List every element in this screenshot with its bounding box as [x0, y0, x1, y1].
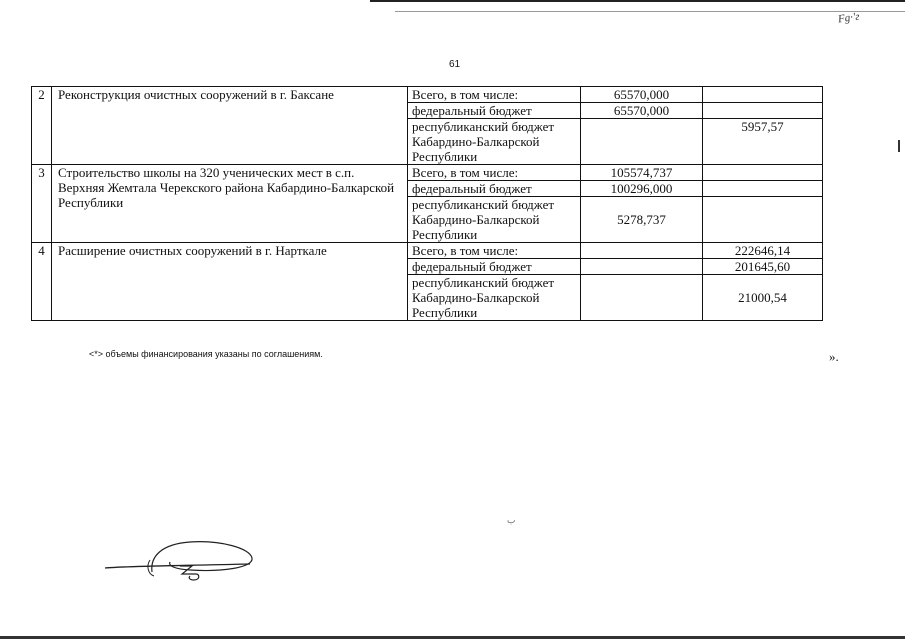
table-row [32, 243, 823, 259]
funding-value-1 [581, 275, 703, 321]
funding-value-1: 65570,000 [581, 87, 703, 103]
stray-scan-mark: ب [507, 515, 516, 525]
project-name: Реконструкция очистных сооружений в г. Баксане [52, 87, 408, 165]
funding-value-2: 5957,57 [703, 119, 823, 165]
funding-value-2 [703, 165, 823, 181]
scan-artifact-top-thin [395, 11, 905, 12]
financing-table [31, 86, 823, 321]
corner-handwritten-mark: Fg·'г [837, 10, 861, 26]
funding-label: республиканский бюджет Кабардино-Балкарской Республики [408, 197, 581, 243]
funding-value-1: 5278,737 [581, 197, 703, 243]
project-name: Расширение очистных сооружений в г. Нарткале [52, 243, 408, 321]
funding-value-2: 21000,54 [703, 275, 823, 321]
row-number: 3 [32, 165, 52, 243]
funding-value-1 [581, 119, 703, 165]
table-row [32, 87, 823, 103]
project-name: Строительство школы на 320 ученических мест в с.п. Верхняя Жемтала Черекского района Кабардино-Балкарской Республики [52, 165, 408, 243]
funding-value-2: 222646,14 [703, 243, 823, 259]
funding-value-1: 100296,000 [581, 181, 703, 197]
footnote: <*> объемы финансирования указаны по соглашениям. [89, 349, 323, 359]
handwritten-signature [100, 536, 270, 586]
funding-value-2: 201645,60 [703, 259, 823, 275]
funding-label: федеральный бюджет [408, 259, 581, 275]
funding-label: Всего, в том числе: [408, 243, 581, 259]
funding-label: федеральный бюджет [408, 103, 581, 119]
funding-value-2 [703, 181, 823, 197]
funding-value-2 [703, 103, 823, 119]
funding-value-1 [581, 243, 703, 259]
scan-artifact-bottom [0, 636, 905, 639]
funding-label: Всего, в том числе: [408, 87, 581, 103]
closing-quote: ». [829, 349, 839, 364]
funding-value-1 [581, 259, 703, 275]
funding-label: федеральный бюджет [408, 181, 581, 197]
margin-scan-mark [898, 140, 900, 152]
row-number: 4 [32, 243, 52, 321]
funding-label: республиканский бюджет Кабардино-Балкарской Республики [408, 119, 581, 165]
row-number: 2 [32, 87, 52, 165]
funding-value-1: 105574,737 [581, 165, 703, 181]
scan-artifact-top [370, 0, 905, 2]
funding-label: Всего, в том числе: [408, 165, 581, 181]
funding-value-1: 65570,000 [581, 103, 703, 119]
table-row [32, 165, 823, 181]
page-number: 61 [449, 59, 461, 70]
funding-label: республиканский бюджет Кабардино-Балкарской Республики [408, 275, 581, 321]
funding-value-2 [703, 87, 823, 103]
funding-value-2 [703, 197, 823, 243]
